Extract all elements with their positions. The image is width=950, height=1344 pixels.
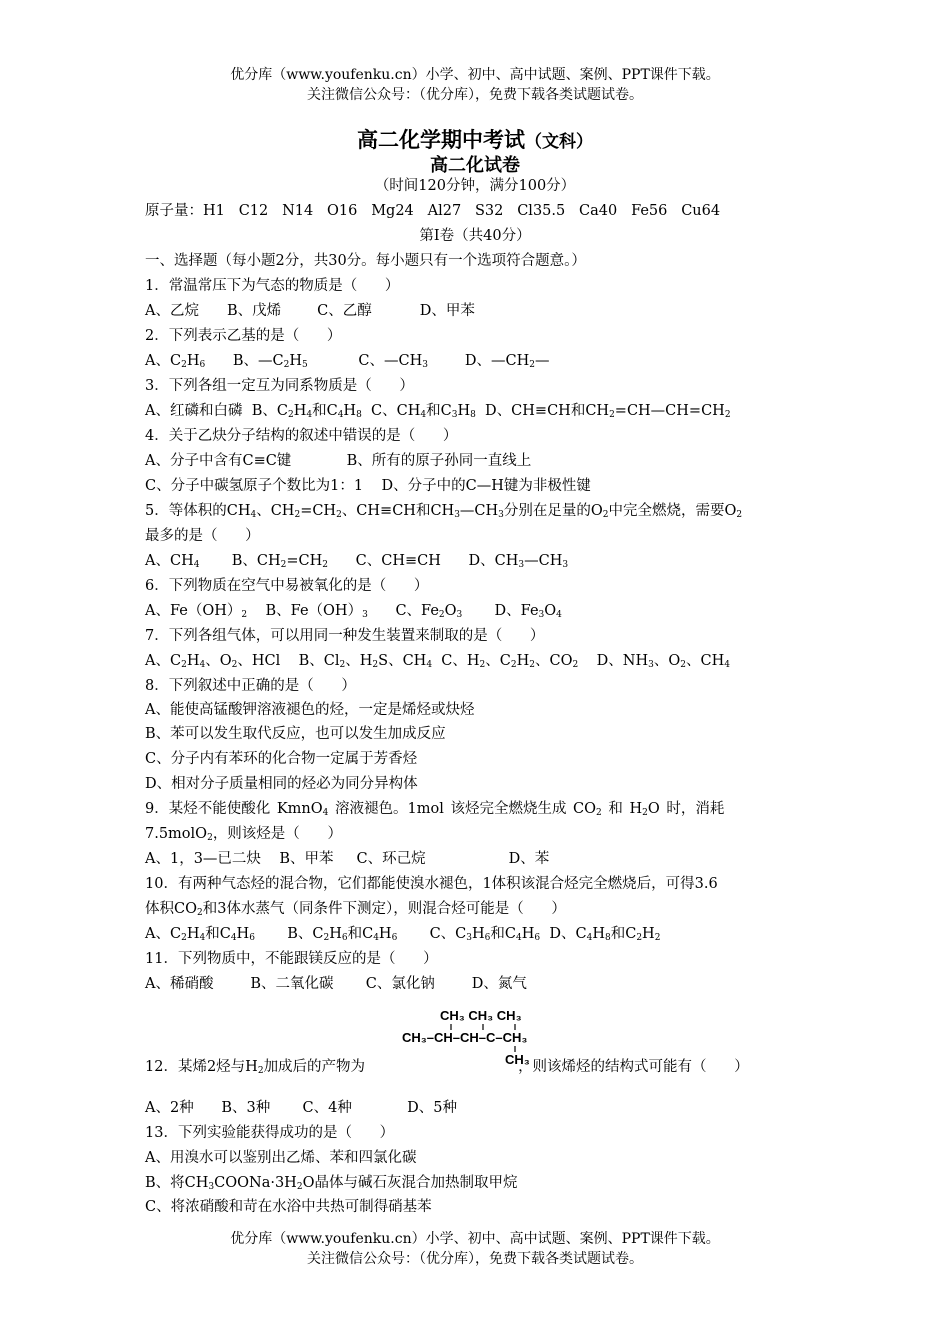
question-3-options: A、红磷和白磷 B、$C_2H_4$和$C_4H_8$ C、$CH_4$和$C_3H_8$ D、CH≡CH和$CH_2=CH—CH=CH_2$	[145, 403, 731, 420]
question-12-options: A、2种 B、3种 C、4种 D、5种	[145, 1100, 457, 1116]
atomic-masses: 原子量：H1 C12 N14 O16 Mg24 Al27 S32 Cl35.5 Ca40 Fe56 Cu64	[145, 203, 721, 219]
question-4: 4．关于乙炔分子结构的叙述中错误的是（ ）	[145, 428, 458, 444]
struct-top-groups: CH₃ CH₃ CH₃	[440, 1008, 522, 1023]
question-5-line-2: 最多的是（ ）	[145, 528, 260, 544]
question-10-line-2: 体积$CO_2$和3体水蒸气（同条件下测定），则混合烃可能是（ ）	[145, 901, 566, 918]
footer-line-2: 关注微信公众号：（优分库），免费下载各类试题试卷。	[307, 1251, 643, 1267]
question-4-options-ab: A、分子中含有C≡C键 B、所有的原子孙同一直线上	[145, 453, 532, 469]
question-11: 11．下列物质中，不能跟镁反应的是（ ）	[145, 951, 438, 967]
struct-bottom-group: CH₃	[505, 1052, 530, 1067]
page-title	[0, 124, 950, 154]
header-line-2: 关注微信公众号：（优分库），免费下载各类试题试卷。	[307, 87, 643, 103]
question-10-options: A、$C_2H_4$和$C_4H_6$ B、$C_2H_6$和$C_4H_6$ C、$C_3H_6$和$C_4H_6$ D、$C_4H_8$和$C_2H_2$	[145, 926, 661, 943]
title-main: 高二化学期中考试	[357, 128, 525, 152]
question-8-option-a: A、能使高锰酸钾溶液褪色的烃，一定是烯烃或炔烃	[145, 702, 475, 718]
question-9-options: A、1，3—已二炔 B、甲苯 C、环己烷 D、苯	[145, 851, 550, 867]
footer-line-1: 优分库（www.youfenku.cn）小学、初中、高中试题、案例、PPT课件下载。	[230, 1231, 720, 1247]
question-1: 1．常温常压下为气态的物质是（ ）	[145, 278, 400, 294]
question-11-options: A、稀硝酸 B、二氧化碳 C、氯化钠 D、氮气	[145, 976, 527, 992]
question-8: 8．下列叙述中正确的是（ ）	[145, 678, 356, 694]
question-13-option-c: C、将浓硝酸和苛在水浴中共热可制得硝基苯	[145, 1199, 432, 1215]
question-13-option-a: A、用溴水可以鉴别出乙烯、苯和四氯化碳	[145, 1150, 417, 1166]
question-5-options: A、$CH_4$ B、$CH_2=CH_2$ C、CH≡CH D、$CH_3—CH_3$	[145, 553, 569, 570]
instructions: 一、选择题（每小题2分，共30分。每小题只有一个选项符合题意。）	[145, 253, 586, 269]
question-7-options: A、$C_2H_4$、$O_2$、HCl B、$Cl_2$、$H_2S$、$CH_4$ C、$H_2$、$C_2H_2$、$CO_2$ D、$NH_3$、$O_2$、$CH_4$	[145, 653, 730, 670]
question-2: 2．下列表示乙基的是（ ）	[145, 328, 342, 344]
header-line-1: 优分库（www.youfenku.cn）小学、初中、高中试题、案例、PPT课件下载。	[230, 67, 720, 83]
question-6-options: A、$Fe(OH)_2$ B、$Fe(OH)_3$ C、$Fe_2O_3$ D、$Fe_3O_4$	[145, 603, 562, 620]
question-5: 5．等体积的$CH_4$、$CH_2=CH_2$、CH≡CH和$CH_3—CH_3$分别在足量的$O_2$中完全燃烧，需要$O_2$	[145, 503, 743, 520]
question-8-option-d: D、相对分子质量相同的烃必为同分异构体	[145, 776, 418, 792]
exam-time: （时间120分钟，满分100分）	[374, 178, 576, 194]
struct-main-chain: CH₃–CH–CH–C–CH₃	[402, 1030, 528, 1045]
question-13: 13．下列实验能获得成功的是（ ）	[145, 1125, 395, 1141]
q1-option-d: D、甲苯	[419, 303, 475, 319]
q1-option-a: A、乙烷	[145, 303, 199, 319]
question-3: 3．下列各组一定互为同系物质是（ ）	[145, 378, 414, 394]
question-9-line-2: 7.5molO$_2$，则该烃是（ ）	[145, 826, 342, 843]
question-6: 6．下列物质在空气中易被氧化的是（ ）	[145, 578, 429, 594]
q1-option-b: B、戊烯	[226, 303, 282, 319]
section-heading: 第Ⅰ卷（共40分）	[419, 228, 531, 244]
question-4-options-cd: C、分子中碳氢原子个数比为1：1 D、分子中的C—H键为非极性键	[145, 478, 591, 494]
question-8-option-c: C、分子内有苯环的化合物一定属于芳香烃	[145, 751, 418, 767]
title-suffix: （文科）	[525, 132, 593, 152]
question-9: 9．某烃不能使酸化 KmnO$_4$ 溶液褪色。1mol 该烃完全燃烧生成 $CO_2$ 和 $H_2O$ 时，消耗	[145, 801, 725, 818]
question-12-tail: ，则该烯烃的结构式可能有（ ）	[518, 1059, 749, 1075]
q1-option-c: C、乙醇	[317, 303, 372, 319]
question-1-options	[145, 301, 810, 321]
question-8-option-b: B、苯可以发生取代反应，也可以发生加成反应	[145, 726, 446, 742]
question-13-option-b: B、将$CH_3COONa\cdot 3H_2O$晶体与碱石灰混合加热制取甲烷	[145, 1175, 518, 1192]
question-2-options: A、$C_2H_6$ B、$—C_2H_5$ C、$—CH_3$ D、$—CH_2—$	[145, 353, 550, 370]
question-10: 10．有两种气态烃的混合物，它们都能使溴水褪色，1体积该混合烃完全燃烧后，可得3.6	[145, 876, 718, 892]
question-7: 7．下列各组气体，可以用同一种发生装置来制取的是（ ）	[145, 628, 545, 644]
question-12: 12．某烯2烃与$H_2$加成后的产物为 ，则该烯烃的结构式可能有（ ）	[145, 1059, 749, 1076]
page-subtitle: 高二化试卷	[430, 155, 520, 176]
